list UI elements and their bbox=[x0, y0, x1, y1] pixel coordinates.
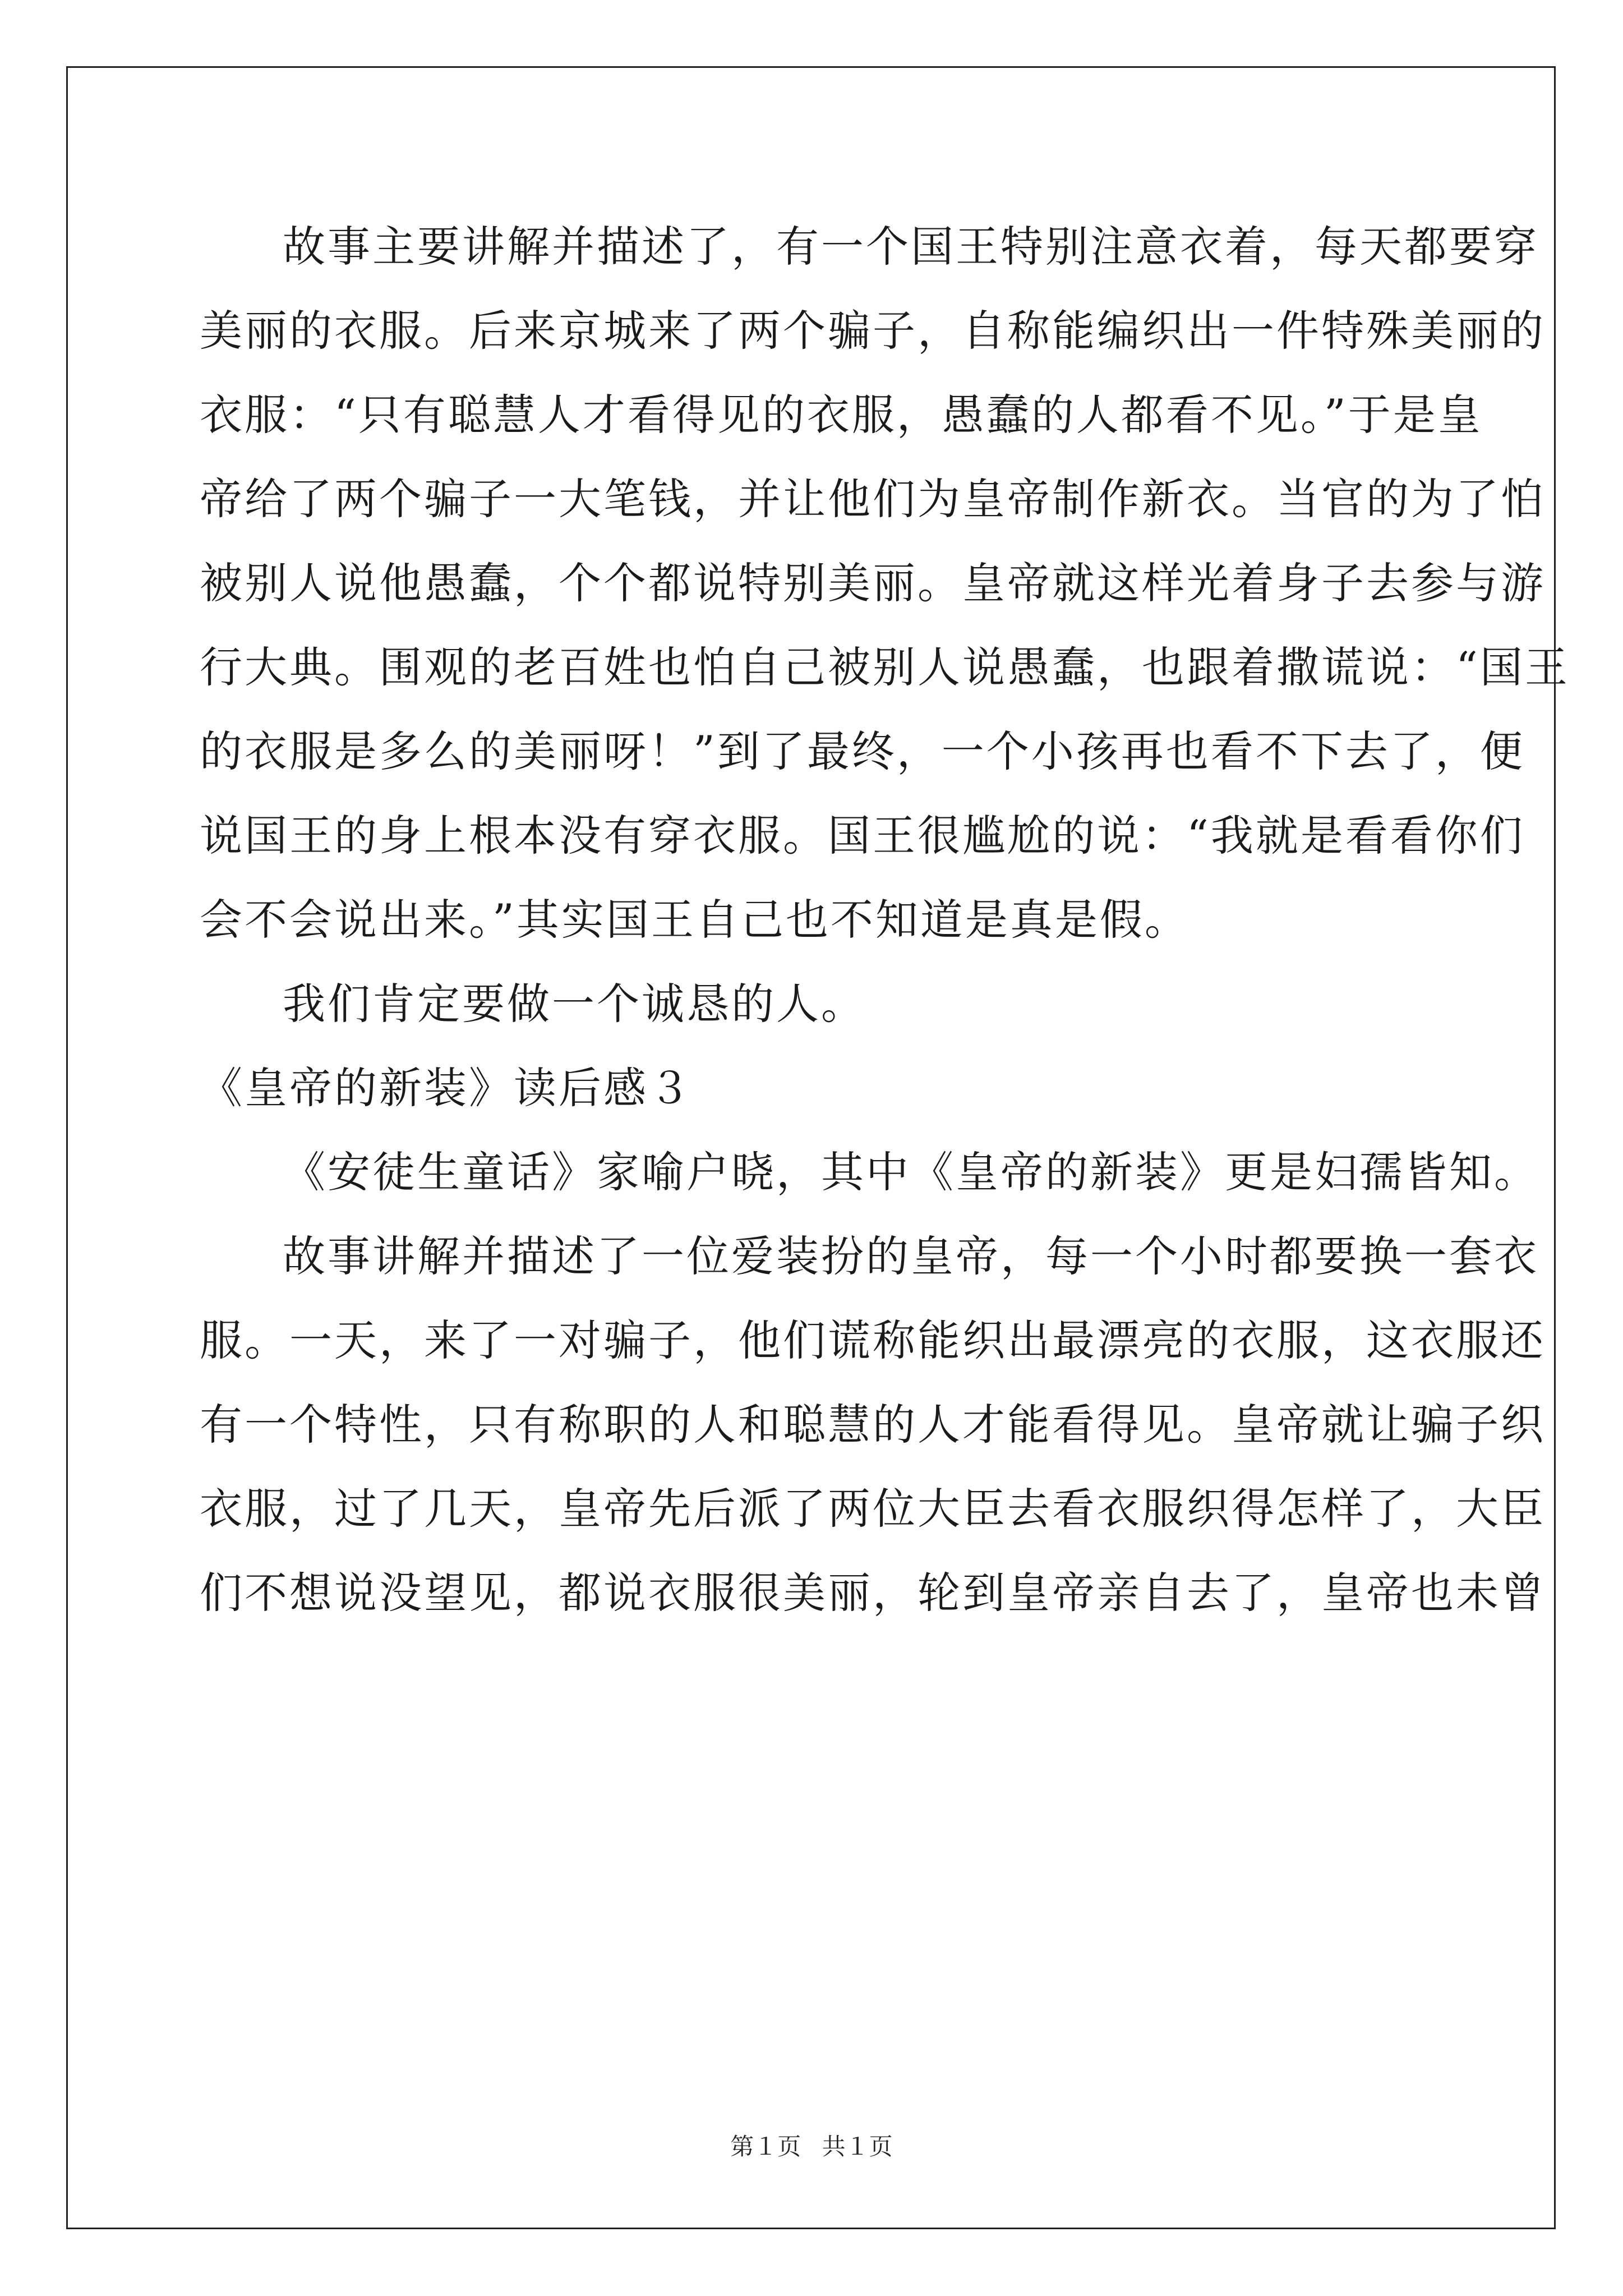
paragraph-3: 《安徒生童话》家喻户晓，其中《皇帝的新装》更是妇孺皆知。 bbox=[283, 1147, 1539, 1197]
paragraph-1-line: 衣服：“只有聪慧人才看得见的衣服，愚蠢的人都看不见。”于是皇 bbox=[200, 390, 1483, 440]
paragraph-4-line: 有一个特性，只有称职的人和聪慧的人才能看得见。皇帝就让骗子织 bbox=[200, 1400, 1546, 1450]
paragraph-2: 我们肯定要做一个诚恳的人。 bbox=[283, 979, 866, 1029]
paragraph-1-line: 故事主要讲解并描述了，有一个国王特别注意衣着，每天都要穿 bbox=[283, 222, 1539, 272]
paragraph-1-line: 帝给了两个骗子一大笔钱，并让他们为皇帝制作新衣。当官的为了怕 bbox=[200, 474, 1546, 524]
paragraph-4-line: 衣服，过了几天，皇帝先后派了两位大臣去看衣服织得怎样了，大臣 bbox=[200, 1484, 1546, 1534]
paragraph-4-line: 们不想说没望见，都说衣服很美丽，轮到皇帝亲自去了，皇帝也未曾 bbox=[200, 1568, 1546, 1618]
page-total: 共１页 bbox=[822, 2133, 893, 2160]
paragraph-1-line: 行大典。围观的老百姓也怕自己被别人说愚蠢，也跟着撒谎说：“国王 bbox=[200, 642, 1570, 692]
paragraph-1-line: 说国王的身上根本没有穿衣服。国王很尴尬的说：“我就是看看你们 bbox=[200, 811, 1525, 861]
paragraph-4-line: 故事讲解并描述了一位爱装扮的皇帝，每一个小时都要换一套衣 bbox=[283, 1231, 1539, 1281]
page-number: 第１页 bbox=[730, 2133, 801, 2160]
paragraph-1-line: 的衣服是多么的美丽呀！”到了最终，一个小孩再也看不下去了，便 bbox=[200, 726, 1525, 776]
paragraph-1-line: 被别人说他愚蠢，个个都说特别美丽。皇帝就这样光着身子去参与游 bbox=[200, 558, 1546, 608]
paragraph-1-line: 美丽的衣服。后来京城来了两个骗子，自称能编织出一件特殊美丽的 bbox=[200, 306, 1546, 356]
paragraph-4-line: 服。一天，来了一对骗子，他们谎称能织出最漂亮的衣服，这衣服还 bbox=[200, 1315, 1546, 1365]
page-footer bbox=[0, 2130, 1623, 2164]
section-heading: 《皇帝的新装》读后感３ bbox=[200, 1063, 693, 1113]
paragraph-1-line: 会不会说出来。”其实国王自己也不知道是真是假。 bbox=[200, 895, 1189, 945]
